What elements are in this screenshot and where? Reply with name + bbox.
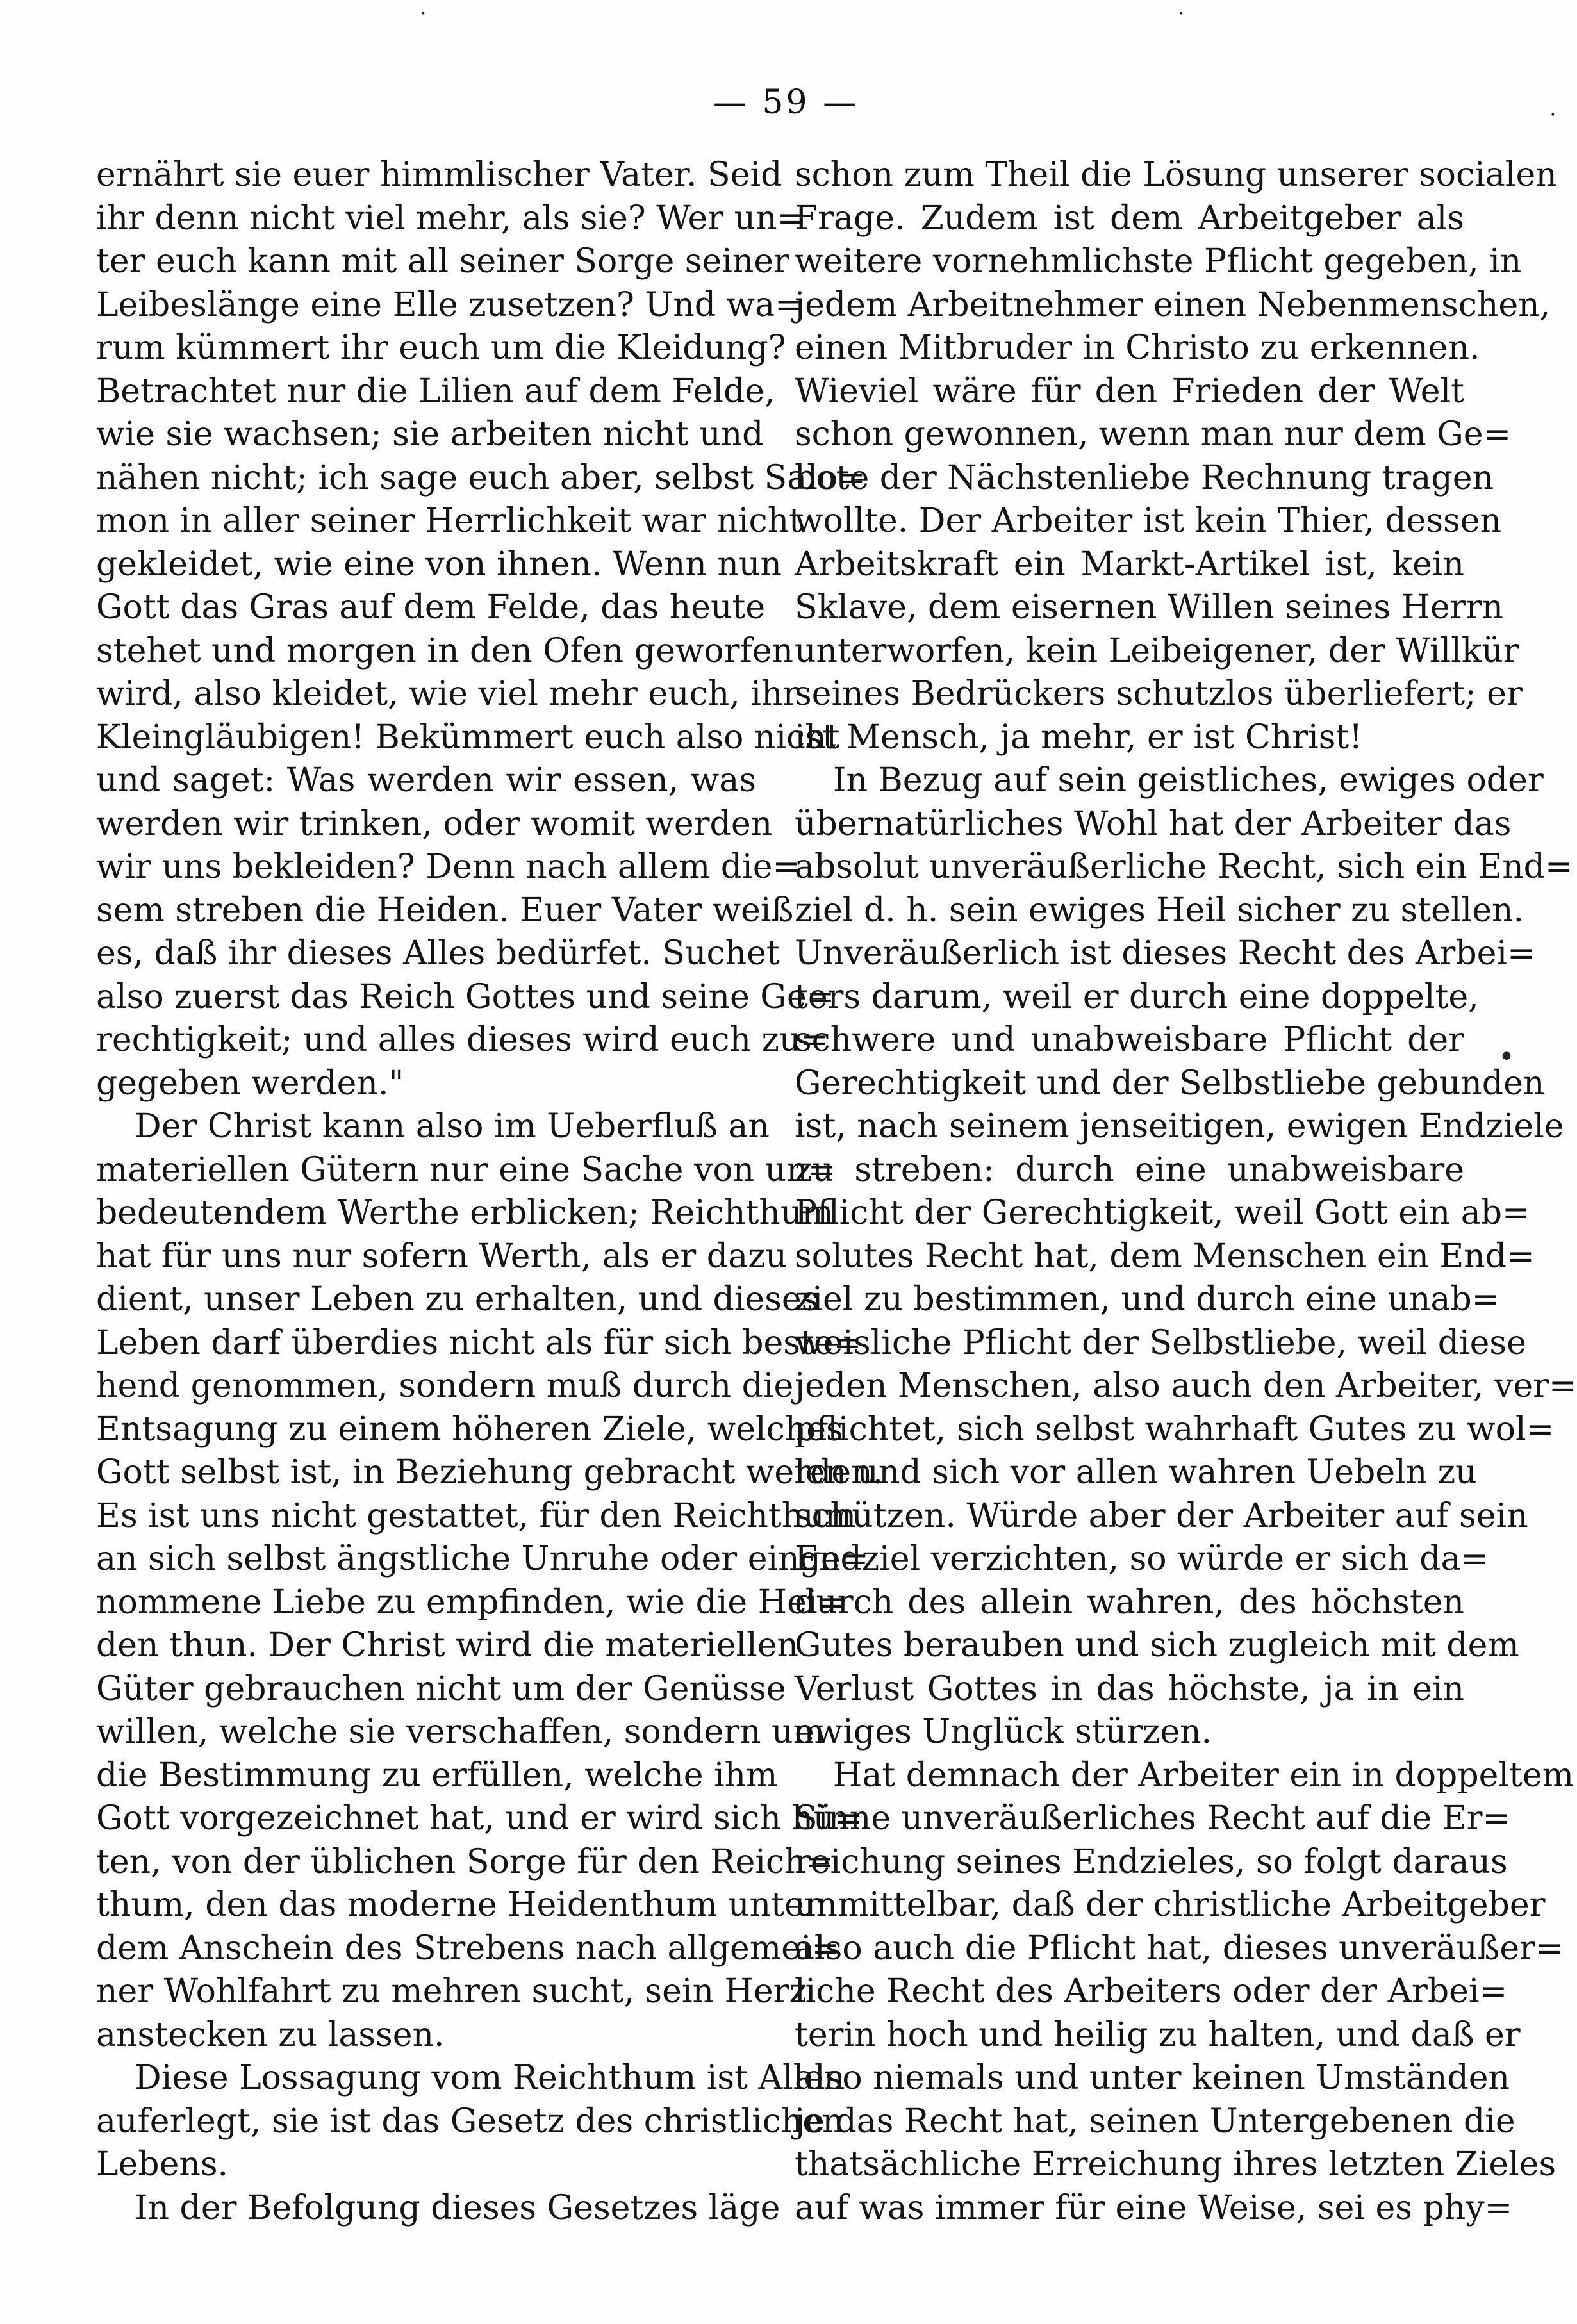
text-line: anstecken zu lassen. bbox=[96, 2015, 445, 2054]
text-line: zu streben: durch eine unabweisbare bbox=[795, 1150, 1464, 1189]
text-line: rechtigkeit; und alles dieses wird euch zu= bbox=[96, 1021, 829, 1059]
text-line: schützen. Würde aber der Arbeiter auf sein bbox=[795, 1496, 1528, 1535]
ink-dot-margin: • bbox=[1498, 1041, 1515, 1073]
text-line: reichung seines Endzieles, so folgt daraus bbox=[795, 1842, 1508, 1881]
text-line: thatsächliche Erreichung ihres letzten Zieles bbox=[795, 2145, 1556, 2184]
text-line: auf was immer für eine Weise, sei es phy= bbox=[795, 2188, 1513, 2227]
text-line: len und sich vor allen wahren Uebeln zu bbox=[795, 1453, 1477, 1492]
text-line: Wieviel wäre für den Frieden der Welt bbox=[795, 372, 1464, 411]
text-line: Sklave, dem eisernen Willen seines Herrn bbox=[795, 588, 1503, 627]
text-line: schon zum Theil die Lösung unserer socialen bbox=[795, 156, 1557, 194]
text-line: jeden Menschen, also auch den Arbeiter, ver= bbox=[795, 1367, 1577, 1405]
text-line: dient, unser Leben zu erhalten, und dieses bbox=[96, 1280, 819, 1319]
text-line: ziel zu bestimmen, und durch eine unab= bbox=[795, 1280, 1500, 1319]
text-line: Verlust Gottes in das höchste, ja in ein bbox=[795, 1669, 1464, 1708]
text-line: Leibeslänge eine Elle zusetzen? Und wa= bbox=[96, 285, 803, 324]
text-line: wie sie wachsen; sie arbeiten nicht und bbox=[96, 415, 764, 454]
text-line: Gott selbst ist, in Beziehung gebracht werden. bbox=[96, 1453, 884, 1492]
text-line: Arbeitskraft ein Markt-Artikel ist, kein bbox=[795, 545, 1464, 584]
text-line: ten, von der üblichen Sorge für den Reich= bbox=[96, 1842, 834, 1881]
text-line: es, daß ihr dieses Alles bedürfet. Suchet bbox=[96, 934, 780, 973]
text-line: solutes Recht hat, dem Menschen ein End= bbox=[795, 1237, 1535, 1276]
text-line: sem streben die Heiden. Euer Vater weiß bbox=[96, 891, 794, 930]
right-column bbox=[795, 154, 1577, 2230]
text-line: an sich selbst ängstliche Unruhe oder einge= bbox=[96, 1540, 869, 1578]
text-line: weisliche Pflicht der Selbstliebe, weil diese bbox=[795, 1323, 1526, 1362]
text-line: Kleingläubigen! Bekümmert euch also nicht bbox=[96, 718, 840, 757]
text-line: In der Befolgung dieses Gesetzes läge bbox=[135, 2188, 780, 2227]
left-column bbox=[96, 154, 884, 2230]
text-line: wollte. Der Arbeiter ist kein Thier, dessen bbox=[795, 502, 1501, 540]
text-line: absolut unveräußerliche Recht, sich ein End= bbox=[795, 848, 1573, 886]
text-line: wird, also kleidet, wie viel mehr euch, ihr bbox=[96, 675, 799, 713]
text-line: weitere vornehmlichste Pflicht gegeben, in bbox=[795, 242, 1522, 281]
text-line: Lebens. bbox=[96, 2145, 229, 2184]
text-line: terin hoch und heilig zu halten, und daß er bbox=[795, 2015, 1521, 2054]
text-line: nähen nicht; ich sage euch aber, selbst Salo= bbox=[96, 458, 866, 497]
text-line: Gutes berauben und sich zugleich mit dem bbox=[795, 1626, 1519, 1665]
text-line: Gott das Gras auf dem Felde, das heute bbox=[96, 588, 766, 627]
text-line: Frage. Zudem ist dem Arbeitgeber als bbox=[795, 199, 1464, 238]
text-line: nommene Liebe zu empfinden, wie die Hei= bbox=[96, 1583, 846, 1622]
text-line: und saget: Was werden wir essen, was bbox=[96, 761, 756, 800]
text-line: ter euch kann mit all seiner Sorge seiner bbox=[96, 242, 789, 281]
text-line: jedem Arbeitnehmer einen Nebenmenschen, bbox=[795, 285, 1551, 324]
text-line: Es ist uns nicht gestattet, für den Reichthum bbox=[96, 1496, 856, 1535]
text-line: bote der Nächstenliebe Rechnung tragen bbox=[795, 458, 1494, 497]
text-line: rum kümmert ihr euch um die Kleidung? bbox=[96, 329, 786, 367]
text-line: In Bezug auf sein geistliches, ewiges oder bbox=[833, 761, 1544, 800]
text-line: gekleidet, wie eine von ihnen. Wenn nun bbox=[96, 545, 782, 584]
text-line: übernatürliches Wohl hat der Arbeiter das bbox=[795, 804, 1512, 843]
text-line: Gott vorgezeichnet hat, und er wird sich hü= bbox=[96, 1799, 863, 1838]
text-line: ist Mensch, ja mehr, er ist Christ! bbox=[795, 718, 1363, 757]
text-line: Hat demnach der Arbeiter ein in doppeltem bbox=[833, 1756, 1574, 1795]
text-line: dem Anschein des Strebens nach allgemei= bbox=[96, 1929, 840, 1968]
text-line: gegeben werden." bbox=[96, 1064, 404, 1103]
text-line: stehet und morgen in den Ofen geworfen bbox=[96, 631, 794, 670]
text-line: die Bestimmung zu erfüllen, welche ihm bbox=[96, 1756, 778, 1795]
text-line: ernährt sie euer himmlischer Vater. Seid bbox=[96, 156, 782, 194]
text-line: ner Wohlfahrt zu mehren sucht, sein Herz bbox=[96, 1972, 807, 2011]
text-line: ewiges Unglück stürzen. bbox=[795, 1713, 1212, 1751]
text-line: den thun. Der Christ wird die materiellen bbox=[96, 1626, 799, 1665]
text-line: schwere und unabweisbare Pflicht der bbox=[795, 1021, 1464, 1059]
text-line: ihr denn nicht viel mehr, als sie? Wer un= bbox=[96, 199, 805, 238]
text-line: willen, welche sie verschaffen, sondern um bbox=[96, 1713, 825, 1751]
text-line: ziel d. h. sein ewiges Heil sicher zu stellen. bbox=[795, 891, 1524, 930]
text-line: hend genommen, sondern muß durch die bbox=[96, 1367, 794, 1405]
text-line: je das Recht hat, seinen Untergebenen die bbox=[795, 2102, 1515, 2141]
text-line: Sinne unveräußerliches Recht auf die Er= bbox=[795, 1799, 1511, 1838]
text-line: ters darum, weil er durch eine doppelte, bbox=[795, 977, 1479, 1016]
text-line: Diese Lossagung vom Reichthum ist Allen bbox=[135, 2059, 845, 2097]
text-line: Der Christ kann also im Ueberfluß an bbox=[135, 1107, 770, 1146]
text-line: unmittelbar, daß der christliche Arbeitgeber bbox=[795, 1886, 1546, 1924]
text-line: pflichtet, sich selbst wahrhaft Gutes zu wol= bbox=[795, 1410, 1555, 1449]
text-line: mon in aller seiner Herrlichkeit war nicht bbox=[96, 502, 803, 540]
ink-speck-top-left: · bbox=[420, 1, 427, 26]
text-line: wir uns bekleiden? Denn nach allem die= bbox=[96, 848, 801, 886]
text-line: also niemals und unter keinen Umständen bbox=[795, 2059, 1510, 2097]
ink-speck-edge: · bbox=[1549, 102, 1556, 128]
text-line: Pflicht der Gerechtigkeit, weil Gott ein ab= bbox=[795, 1194, 1530, 1232]
text-line: also auch die Pflicht hat, dieses unveräußer= bbox=[795, 1929, 1564, 1968]
text-line: einen Mitbruder in Christo zu erkennen. bbox=[795, 329, 1480, 367]
text-line: Endziel verzichten, so würde er sich da= bbox=[795, 1540, 1489, 1578]
text-line: liche Recht des Arbeiters oder der Arbei= bbox=[795, 1972, 1508, 2011]
text-line: hat für uns nur sofern Werth, als er dazu bbox=[96, 1237, 787, 1276]
text-line: Güter gebrauchen nicht um der Genüsse bbox=[96, 1669, 786, 1708]
text-line: bedeutendem Werthe erblicken; Reichthum bbox=[96, 1194, 834, 1232]
text-line: also zuerst das Reich Gottes und seine Ge= bbox=[96, 977, 835, 1016]
text-line: auferlegt, sie ist das Gesetz des christlichen bbox=[96, 2102, 844, 2141]
text-line: durch des allein wahren, des höchsten bbox=[795, 1583, 1464, 1622]
text-line: werden wir trinken, oder womit werden bbox=[96, 804, 773, 843]
text-line: Entsagung zu einem höheren Ziele, welches bbox=[96, 1410, 843, 1449]
text-line: materiellen Gütern nur eine Sache von un= bbox=[96, 1150, 836, 1189]
text-line: Leben darf überdies nicht als für sich beste= bbox=[96, 1323, 862, 1362]
page-number: — 59 — bbox=[713, 83, 859, 122]
text-line: Gerechtigkeit und der Selbstliebe gebunden bbox=[795, 1064, 1545, 1103]
text-line: ist, nach seinem jenseitigen, ewigen Endziele bbox=[795, 1107, 1564, 1146]
text-line: Betrachtet nur die Lilien auf dem Felde, bbox=[96, 372, 775, 411]
text-line: thum, den das moderne Heidenthum unter bbox=[96, 1886, 820, 1924]
text-line: unterworfen, kein Leibeigener, der Willkür bbox=[795, 631, 1519, 670]
text-line: Unveräußerlich ist dieses Recht des Arbei= bbox=[795, 934, 1535, 973]
text-line: seines Bedrückers schutzlos überliefert; er bbox=[795, 675, 1523, 713]
ink-speck-top-right: · bbox=[1178, 1, 1185, 26]
text-line: schon gewonnen, wenn man nur dem Ge= bbox=[795, 415, 1512, 454]
